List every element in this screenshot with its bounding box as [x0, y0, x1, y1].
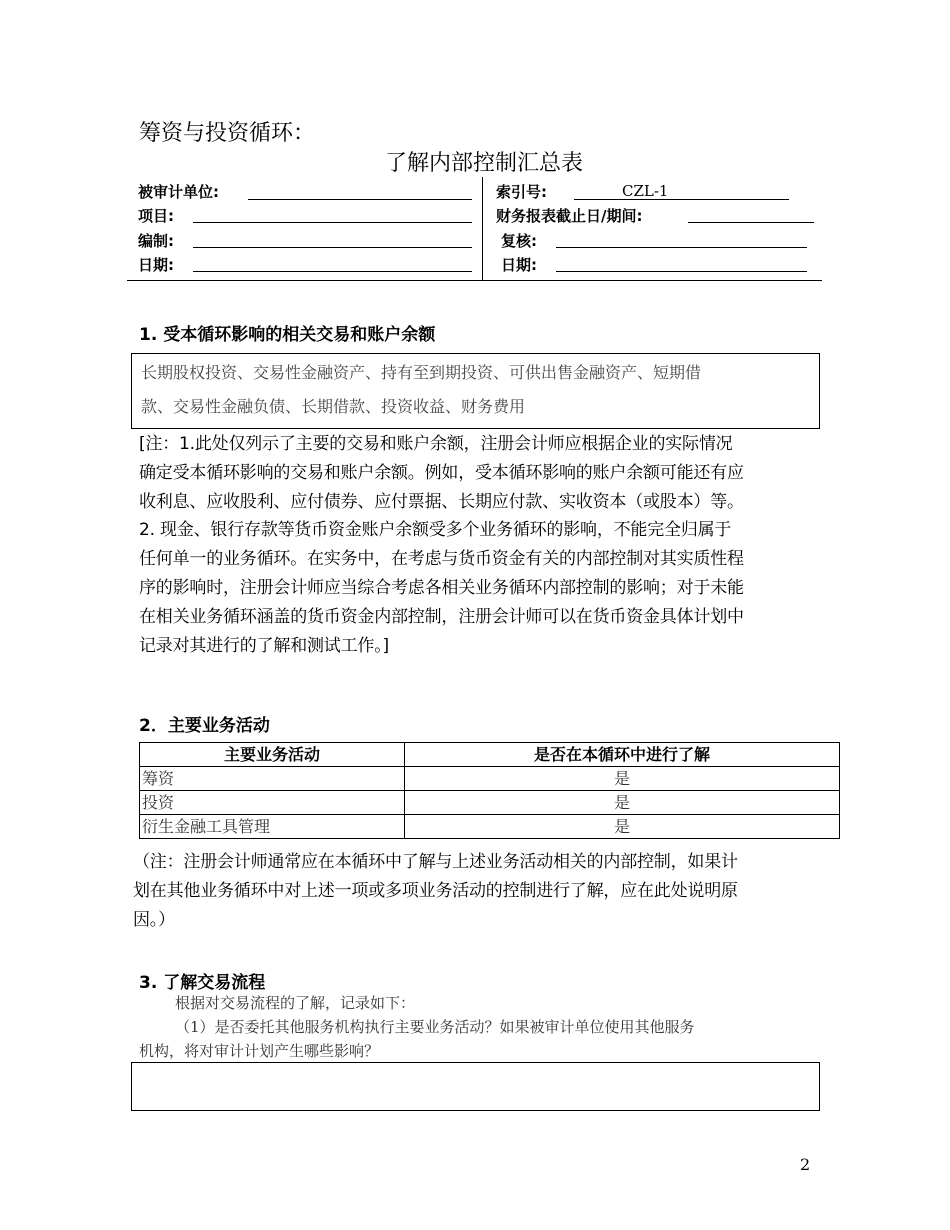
info-divider [482, 177, 483, 280]
section1-title: 1. 受本循环影响的相关交易和账户余额 [139, 325, 436, 345]
activity-cell: 投资 [140, 791, 405, 815]
project-label: 项目: [138, 207, 174, 225]
note-line: 序的影响时，注册会计师应当综合考虑各相关业务循环内部控制的影响；对于未能 [139, 577, 744, 598]
date-label-left: 日期: [138, 256, 174, 274]
question1-line2: 机构，将对审计计划产生哪些影响？ [139, 1042, 380, 1060]
accounts-line-1: 长期股权投资、交易性金融资产、持有至到期投资、可供出售金融资产、短期借 [141, 363, 702, 382]
review-label: 复核: [501, 232, 537, 250]
activity-cell: 筹资 [140, 767, 405, 791]
prepared-label: 编制: [138, 232, 174, 250]
cycle-title: 筹资与投资循环： [139, 121, 316, 146]
understood-cell[interactable]: 是 [405, 815, 840, 839]
index-value: CZL-1 [622, 182, 669, 200]
note-line: 因。） [133, 909, 175, 930]
accounts-line-2: 款、交易性金融负债、长期借款、投资收益、财务费用 [141, 397, 526, 416]
understood-cell[interactable]: 是 [405, 767, 840, 791]
col-header-activity: 主要业务活动 [140, 743, 405, 767]
section3-intro: 根据对交易流程的了解，记录如下： [175, 994, 416, 1012]
question1-answer-box[interactable] [131, 1062, 820, 1111]
section3-title: 3. 了解交易流程 [139, 973, 266, 993]
section1-accounts-box [131, 353, 820, 429]
table-header-row [140, 743, 840, 767]
note-line: 在相关业务循环涵盖的货币资金内部控制，注册会计师可以在货币资金具体计划中 [139, 606, 744, 627]
date-field-right[interactable] [556, 271, 807, 272]
note-line: 任何单一的业务循环。在实务中，在考虑与货币资金有关的内部控制对其实质性程 [139, 549, 744, 570]
section2-note [133, 848, 833, 934]
note-line: 记录对其进行的了解和测试工作。] [139, 635, 389, 656]
activity-cell: 衍生金融工具管理 [140, 815, 405, 839]
note-line: 划在其他业务循环中对上述一项或多项业务活动的控制进行了解，应在此处说明原 [133, 880, 738, 901]
period-field[interactable] [688, 222, 814, 223]
form-title: 了解内部控制汇总表 [385, 151, 584, 176]
date-label-right: 日期: [501, 256, 537, 274]
period-label: 财务报表截止日/期间: [496, 207, 643, 225]
table-row [140, 767, 840, 791]
section2-title: 2．主要业务活动 [139, 716, 270, 736]
col-header-understood: 是否在本循环中进行了解 [405, 743, 840, 767]
note-line: [注：1.此处仅列示了主要的交易和账户余额，注册会计师应根据企业的实际情况 [139, 434, 733, 454]
review-field[interactable] [556, 247, 807, 248]
question1-line1: （1）是否委托其他服务机构执行主要业务活动？如果被审计单位使用其他服务 [175, 1018, 695, 1036]
page-number: 2 [800, 1155, 811, 1174]
index-field[interactable] [574, 199, 789, 200]
understood-cell[interactable]: 是 [405, 791, 840, 815]
note-line: （注：注册会计师通常应在本循环中了解与上述业务活动相关的内部控制，如果计 [133, 852, 738, 872]
table-row [140, 791, 840, 815]
date-field-left[interactable] [193, 271, 472, 272]
prepared-field[interactable] [193, 247, 472, 248]
index-label: 索引号: [496, 183, 547, 201]
section1-note [139, 430, 829, 660]
note-line: 确定受本循环影响的交易和账户余额。例如，受本循环影响的账户余额可能还有应 [139, 462, 744, 483]
table-row [140, 815, 840, 839]
project-field[interactable] [193, 222, 472, 223]
note-line: 2. 现金、银行存款等货币资金账户余额受多个业务循环的影响，不能完全归属于 [139, 520, 732, 541]
header-rule [127, 280, 822, 281]
auditee-field[interactable] [248, 199, 472, 200]
activities-table [139, 742, 840, 839]
auditee-label: 被审计单位: [138, 183, 219, 201]
note-line: 收利息、应收股利、应付债券、应付票据、长期应付款、实收资本（或股本）等。 [139, 491, 744, 512]
